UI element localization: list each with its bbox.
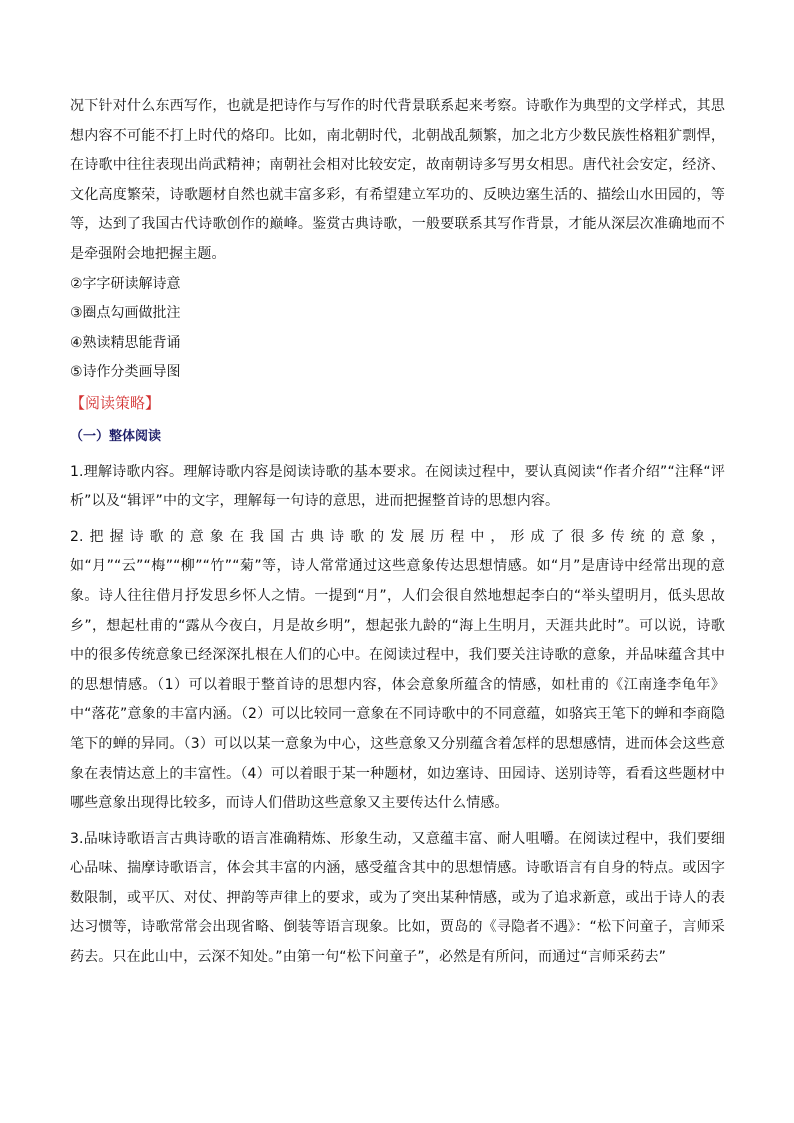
intro-paragraph: 况下针对什么东西写作，也就是把诗作与写作的时代背景联系起来考察。诗歌作为典型的文学样式，其思想内容不可能不打上时代的烙印。比如，南北朝时代，北朝战乱频繁，加之北方少数民族性格粗犷剽悍，在诗歌中往往表现出尚武精神；南朝社会相对比较安定，故南朝诗多写男女相思。唐代社会安定，经济、文化高度繁荣，诗歌题材自然也就丰富多彩，有希望建立军功的、反映边塞生活的、描绘山水田园的，等等，达到了我国古代诗歌创作的巅峰。鉴赏古典诗歌，一般要联系其写作背景，才能从深层次准确地而不是牵强附会地把握主题。 xyxy=(70,98,725,262)
point-paragraph-1: 1.理解诗歌内容。理解诗歌内容是阅读诗歌的基本要求。在阅读过程中，要认真阅读“作者介绍”“注释“评析”以及“辑评”中的文字，理解每一句诗的意思，进而把握整首诗的思想内容。 xyxy=(70,463,725,510)
method-item: ③圈点勾画做批注 xyxy=(70,305,181,322)
method-item: ②字字研读解诗意 xyxy=(70,275,181,292)
method-item: ④熟读精思能背诵 xyxy=(70,334,181,351)
section-title: 【阅读策略】 xyxy=(70,393,161,412)
methods-list xyxy=(70,270,725,388)
subsection-title: （一）整体阅读 xyxy=(70,428,162,444)
point-paragraph-2: 2.把握诗歌的意象在我国古典诗歌的发展历程中，形成了很多传统的意象，如“月”“云”“梅”“柳”“竹”“菊”等，诗人常常通过这些意象传达思想情感。如“月”是唐诗中经常出现的意象。诗人往往借月抒发思乡怀人之情。一提到“月”，人们会很自然地想起李白的“举头望明月，低头思故乡”，想起杜甫的“露从今夜白，月是故乡明”，想起张九龄的“海上生明月，天涯共此时”。可以说，诗歌中的很多传统意象已经深深扎根在人们的心中。在阅读过程中，我们要关注诗歌的意象，并品味蕴含其中的思想情感。（1）可以着眼于整首诗的思想内容，体会意象所蕴含的情感，如杜甫的《江南逢李龟年》中“落花”意象的丰富内涵。（2）可以比较同一意象在不同诗歌中的不同意蕴，如骆宾王笔下的蝉和李商隐笔下的蝉的异同。（3）可以以某一意象为中心，这些意象又分别蕴含着怎样的思想感情，进而体会这些意象在表情达意上的丰富性。（4）可以着眼于某一种题材，如边塞诗、田园诗、送别诗等，看看这些题材中哪些意象出现得比较多，而诗人们借助这些意象又主要传达什么情感。 xyxy=(70,528,725,812)
point-paragraph-3: 3.品味诗歌语言古典诗歌的语言准确精炼、形象生动，又意蕴丰富、耐人咀嚼。在阅读过程中，我们要细心品味、揣摩诗歌语言，体会其丰富的内涵，感受蕴含其中的思想情感。诗歌语言有自身的特点。或因字数限制，或平仄、对仗、押韵等声律上的要求，或为了突出某种情感，或为了追求新意，或出于诗人的表达习惯等，诗歌常常会出现省略、倒装等语言现象。比如，贾岛的《寻隐者不遇》：“松下问童子，言师采药去。只在此山中，云深不知处。”由第一句“松下问童子”，必然是有所问，而通过“言师采药去” xyxy=(70,830,725,966)
document-page xyxy=(70,92,725,973)
method-item: ⑤诗作分类画导图 xyxy=(70,364,181,381)
